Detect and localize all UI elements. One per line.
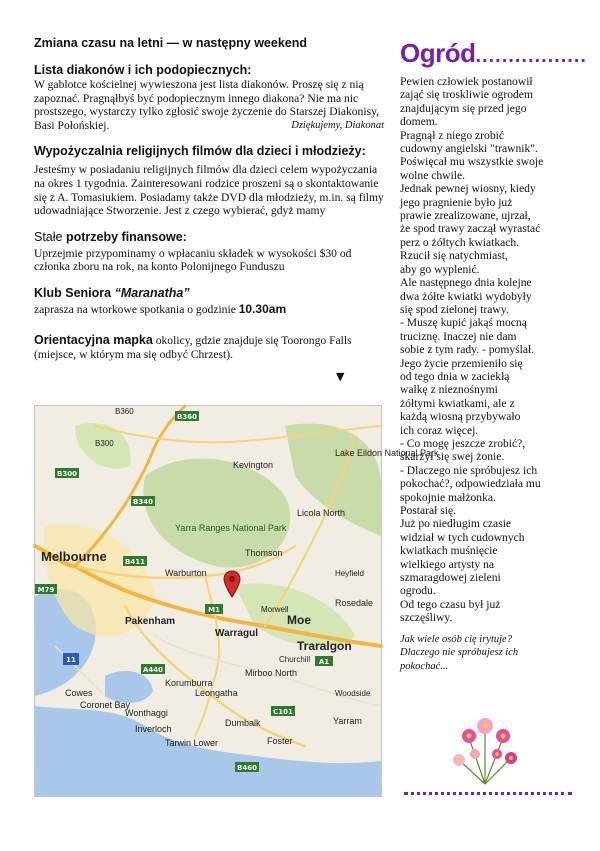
story-line: Postarał się. (400, 504, 457, 517)
garden-story (400, 75, 572, 625)
story-line: perz o żółtych kwiatkach. (400, 235, 520, 249)
label-wonthaggi: Wonthaggi (125, 708, 168, 718)
films-heading: Wypożyczalnia religijnych filmów dla dzieci i młodzieży: (34, 144, 366, 159)
section-finance (34, 230, 384, 274)
shield-a440-text: A440 (142, 666, 164, 674)
seniors-body (34, 303, 384, 317)
story-line: cudowny angielski "trawnik". (400, 142, 538, 156)
label-yarram: Yarram (333, 716, 362, 726)
story-line: Już po niedługim czasie (400, 517, 512, 531)
seniors-heading-italic: “Maranatha” (114, 285, 190, 300)
label-warragul: Warragul (215, 628, 258, 639)
story-line: Ale następnego dnia kolejne (400, 276, 532, 290)
shield-b411-text: B411 (125, 558, 145, 566)
label-leongatha: Leongatha (195, 688, 238, 698)
shield-11-text: 11 (66, 656, 76, 664)
label-dumbalk: Dumbalk (225, 718, 261, 728)
shield-b340-text: B340 (133, 498, 153, 506)
quote-line: Jak wiele osób cię irytuje? (400, 633, 512, 645)
story-line: każdą wiosną przybywało (400, 410, 521, 424)
seniors-text: zaprasza na wtorkowe spotkania o godzinie (34, 302, 239, 316)
deacons-body (34, 78, 384, 132)
story-line: truciznę. Inaczej nie dam (400, 329, 517, 343)
films-body: Jesteśmy w posiadaniu religijnych filmów dla dzieci celem wypożyczania na okres 1 tygodnia. Zainteresowani rodzice proszeni są o skontaktowanie się z A. Tomasiukiem. Posiadamy także DVD dla młodzieży, m.in. są filmy udowadniające Stworzenie. Jest z czego wybierać, gdyż mamy (34, 163, 384, 218)
label-tarwin-lower: Tarwin Lower (165, 738, 219, 748)
section-seniors (34, 286, 384, 317)
story-line: pokochać?, odpowiedziała mu (400, 477, 541, 491)
story-line: aby go wyplenić. (400, 262, 480, 276)
label-foster: Foster (267, 736, 293, 746)
seniors-heading-text: Klub Seniora (34, 285, 115, 300)
seniors-time: 10.30am (238, 301, 287, 316)
headline-time-change: Zmiana czasu na letni — w następny weekend (34, 36, 307, 50)
story-line: widział w tych cudownych (400, 530, 525, 544)
shield-m79-text: M79 (37, 586, 55, 594)
story-line: Rzucił się natychmiast, (400, 249, 508, 263)
story-line: prawie zrealizowane, ujrzał, (400, 209, 531, 223)
finance-heading-bold: potrzeby finansowe: (65, 229, 187, 244)
label-eildon: Lake Eildon National Park (335, 448, 439, 458)
flowers-decoration (445, 708, 525, 786)
label-rosedale: Rosedale (335, 598, 374, 608)
story-line: znajdującym się przed jego (400, 101, 527, 115)
shield-b360-text: B360 (177, 413, 197, 421)
story-line: walkę z nieznośnymi (400, 383, 498, 397)
label-coronet-bay: Coronet Bay (80, 700, 131, 710)
garden-quote (400, 633, 572, 674)
story-line: domem. (400, 115, 438, 129)
story-line: Poświęcał mu wszystkie swoje (400, 155, 544, 169)
story-line: sobie z tym rady. - pomyślał. (400, 343, 535, 357)
story-line: dwa żółte kwiatki wydobyły (400, 289, 532, 303)
label-morwell: Morwell (261, 605, 289, 614)
bottom-dotted-divider (404, 792, 572, 795)
deacons-signature: Dziękujemy, Diakonat (291, 119, 384, 131)
label-moe: Moe (287, 613, 311, 627)
story-line: - Muszę kupić jakąś mocną (400, 316, 527, 330)
story-line: Od tego czasu był już (400, 597, 501, 611)
label-woodside: Woodside (335, 689, 371, 698)
story-line: kwiatkach muśnięcie (400, 544, 498, 558)
left-column (34, 36, 384, 361)
map-body: okolicy, gdzie znajduje się Toorongo Falls (miejsce, w którym ma się odbyć Chrzest). (34, 333, 352, 361)
map-heading: Orientacyjna mapka (34, 332, 153, 347)
story-line: szczęśliwy. (400, 611, 453, 625)
story-line: że spod trawy zaczął wyrastać (400, 222, 541, 236)
quote-line: pokochać... (400, 660, 449, 672)
story-line: Pragnął z niego zrobić (400, 128, 504, 142)
section-deacons (34, 63, 384, 132)
finance-heading-normal: Stałe (34, 229, 66, 244)
story-line: żółtymi kwiatkami, ale z (400, 396, 515, 410)
section-films (34, 144, 384, 217)
label-mirboo-north: Mirboo North (245, 668, 298, 678)
label-kevington: Kevington (233, 460, 274, 470)
shield-c101-text: C101 (273, 708, 293, 716)
label-yarra-ranges: Yarra Ranges National Park (175, 523, 287, 533)
finance-heading (34, 230, 384, 245)
finance-body: Uprzejmie przypominamy o wpłacaniu składek w wysokości $30 od członka zboru na rok, na konto Polonijnego Funduszu (34, 246, 352, 274)
map-pin-icon[interactable] (223, 570, 241, 598)
story-line: się spod zielonej trawy. (400, 302, 509, 316)
story-line: - Dlaczego nie spróbujesz ich (400, 463, 538, 477)
story-line: spokojnie małżonka. (400, 490, 496, 504)
story-line: jego pragnienie było już (400, 195, 513, 209)
story-line: Jednak pewnej wiosny, kiedy (400, 182, 536, 196)
label-traralgon: Traralgon (297, 639, 352, 653)
garden-title-dots: ................. (475, 45, 587, 67)
map-intro (34, 333, 384, 362)
label-korumburra: Korumburra (165, 678, 213, 688)
story-line: ogrodu. (400, 584, 436, 598)
label-melbourne: Melbourne (41, 549, 107, 564)
label-warburton: Warburton (165, 568, 207, 578)
story-line: - Co mogę jeszcze zrobić?, (400, 436, 526, 450)
story-line: Jego życie przemieniło się (400, 356, 523, 370)
label-churchill: Churchill (279, 655, 311, 664)
label-b300-area: B300 (95, 439, 114, 448)
label-pakenham: Pakenham (125, 616, 176, 627)
deacons-heading: Lista diakonów i ich podopiecznych: (34, 63, 252, 77)
garden-title-text: Ogród (400, 38, 476, 68)
shield-a1-text: A1 (318, 658, 330, 666)
story-line: skarżył się swej żonie. (400, 450, 505, 464)
down-arrow-icon: ▼ (336, 370, 345, 383)
label-heyfield: Heyfield (335, 569, 364, 578)
story-line: Pewien człowiek postanowił (400, 75, 533, 88)
label-thomson: Thomson (245, 548, 283, 558)
label-inverloch: Inverloch (135, 724, 172, 734)
label-cowes: Cowes (65, 688, 93, 698)
story-line: ich coraz więcej. (400, 423, 479, 437)
story-line: zająć się troskliwie ogrodem (400, 88, 533, 102)
story-line: wielkiego artysty na (400, 557, 495, 571)
label-b360-area: B360 (115, 407, 134, 416)
shield-b460-text: B460 (237, 764, 257, 772)
deacons-text: W gablotce kościelnej wywieszona jest lista diakonów. Proszę się z nią zapoznać. Pragnąłbyś być podopiecznym innego diakona? Nie ma nic prostszego, wystarczy tylko zgłosić swoje życzenie do Starszej Diakonisy, Basi Połońskiej. (34, 78, 380, 132)
seniors-heading (34, 286, 384, 301)
story-line: szmaragdowej zieleni (400, 571, 501, 585)
section-map (34, 333, 384, 362)
garden-title (400, 38, 587, 71)
label-licola-north: Licola North (297, 508, 346, 518)
story-line: od tego dnia w zaciekłą (400, 369, 510, 383)
shield-m1-text: M1 (208, 606, 220, 614)
right-column (400, 38, 587, 673)
story-line: wolne chwile. (400, 168, 466, 182)
shield-b300-text: B300 (57, 470, 77, 478)
quote-line: Dlaczego nie spróbujesz ich (400, 647, 519, 659)
